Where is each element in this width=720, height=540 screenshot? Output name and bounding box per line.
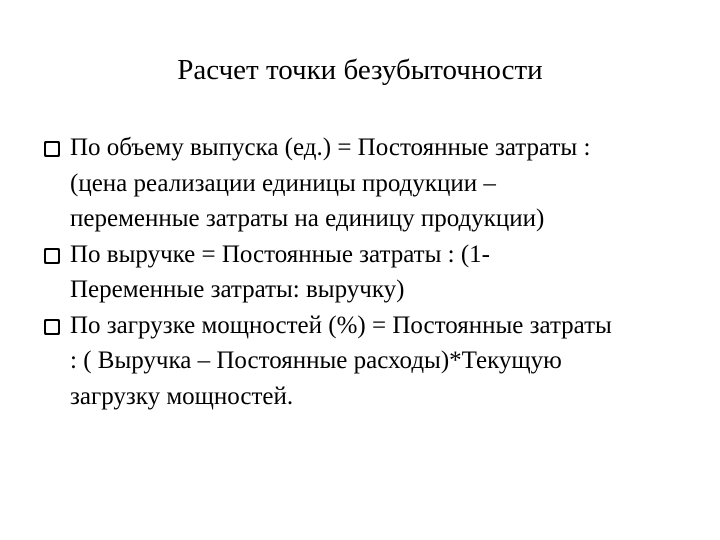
bullet-item-capacity (40, 308, 700, 415)
bullet-item-volume (40, 130, 700, 237)
bullet-item-revenue (40, 237, 700, 308)
square-bullet-icon (44, 248, 60, 264)
bullet-list (40, 130, 700, 414)
bullet-line: Переменные затраты: выручку) (70, 276, 405, 303)
square-bullet-icon (44, 319, 60, 335)
bullet-line: По загрузке мощностей (%) = Постоянные затраты (70, 311, 612, 339)
bullet-line: По объему выпуска (ед.) = Постоянные затраты : (70, 134, 591, 161)
square-bullet-icon (44, 141, 60, 157)
bullet-line: : ( Выручка – Постоянные расходы)*Текущую (70, 347, 562, 374)
bullet-line: переменные затраты на единицу продукции) (70, 205, 545, 232)
slide-title: Расчет точки безубыточности (177, 54, 543, 86)
bullet-line: По выручке = Постоянные затраты : (1- (70, 240, 490, 268)
bullet-line: (цена реализации единицы продукции – (70, 169, 496, 197)
bullet-line: загрузку мощностей. (70, 382, 294, 410)
